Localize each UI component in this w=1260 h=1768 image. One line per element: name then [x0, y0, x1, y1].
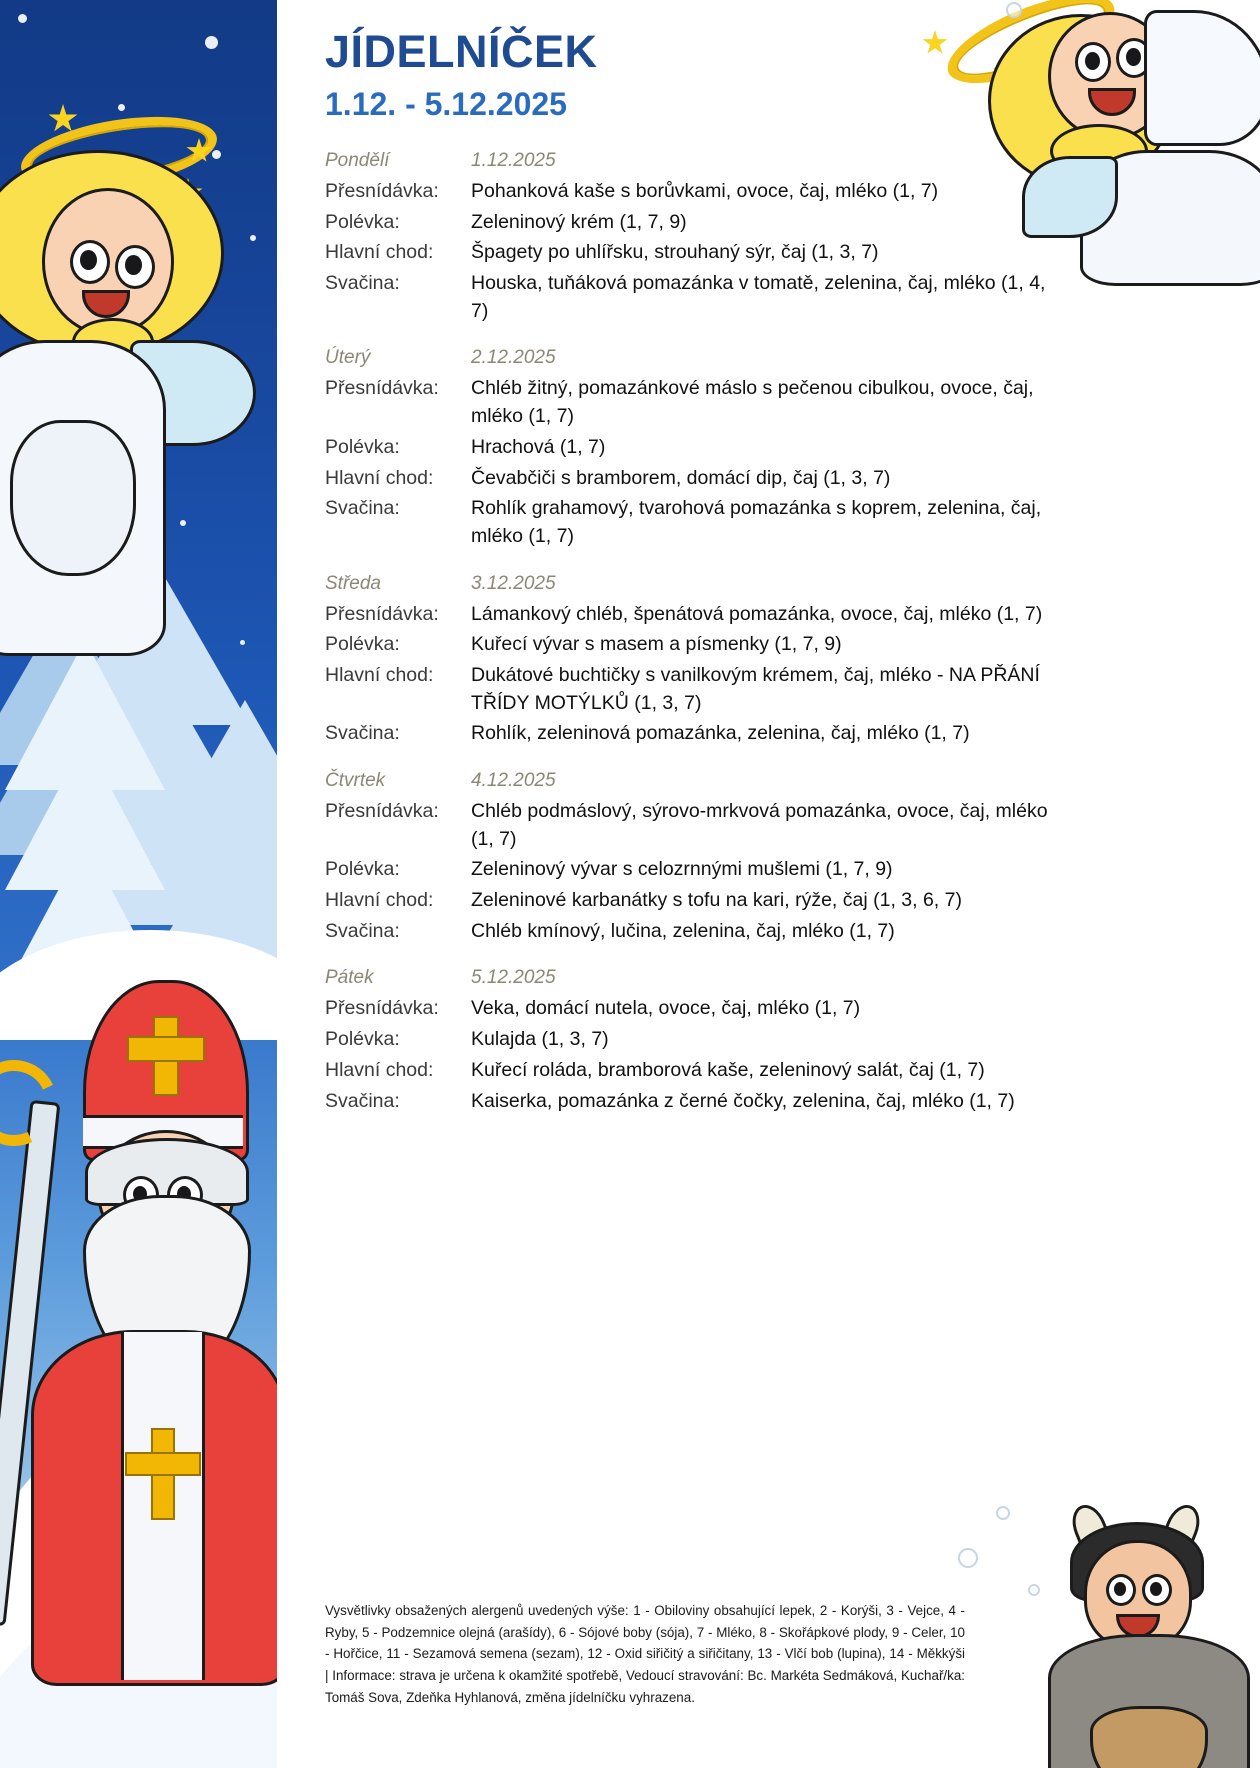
day-header	[325, 347, 1055, 369]
meal-label: Přesnídávka:	[325, 602, 439, 625]
day-header	[325, 150, 1055, 172]
meal-label: Přesnídávka:	[325, 997, 439, 1020]
meal-value: Chléb kmínový, lučina, zelenina, čaj, mléko (1, 7)	[471, 919, 895, 942]
day-date: 1.12.2025	[471, 150, 556, 171]
meal-value: Chléb žitný, pomazánkové máslo s pečenou cibulkou, ovoce, čaj, mléko (1, 7)	[471, 377, 1034, 428]
day-block-thursday	[325, 770, 1055, 945]
menu-row	[325, 918, 1055, 946]
day-header	[325, 770, 1055, 792]
menu-row	[325, 856, 1055, 884]
weekly-menu	[325, 150, 1055, 1137]
menu-row	[325, 601, 1055, 629]
meal-value: Kulajda (1, 3, 7)	[471, 1028, 609, 1051]
meal-label: Polévka:	[325, 210, 400, 233]
meal-label: Přesnídávka:	[325, 180, 439, 202]
menu-row	[325, 631, 1055, 659]
meal-label: Hlavní chod:	[325, 241, 434, 264]
angel-sleeve	[10, 420, 136, 576]
menu-row	[325, 375, 1055, 430]
page-header	[325, 28, 885, 122]
menu-row	[325, 887, 1055, 915]
angel-pupil	[80, 250, 97, 270]
meal-value: Kuřecí roláda, bramborová kaše, zeleninový salát, čaj (1, 7)	[471, 1058, 985, 1081]
meal-label: Hlavní chod:	[325, 889, 434, 912]
menu-row	[325, 798, 1055, 853]
meal-label: Svačina:	[325, 1089, 400, 1112]
day-date: 3.12.2025	[471, 572, 556, 594]
menu-row	[325, 465, 1055, 493]
angel-illustration	[0, 90, 260, 650]
menu-content	[277, 0, 1260, 1768]
meal-value: Kuřecí vývar s masem a písmenky (1, 7, 9)	[471, 633, 842, 656]
meal-value: Čevabčiči s bramborem, domácí dip, čaj (1, 3, 7)	[471, 466, 891, 489]
meal-label: Svačina:	[325, 722, 400, 745]
day-block-tuesday	[325, 347, 1055, 550]
day-header	[325, 967, 1055, 989]
day-name: Čtvrtek	[325, 770, 386, 791]
meal-value: Zeleninový vývar s celozrnnými mušlemi (1, 7, 9)	[471, 858, 893, 881]
day-name: Pondělí	[325, 150, 390, 171]
meal-label: Svačina:	[325, 272, 400, 295]
menu-row	[325, 1026, 1055, 1054]
meal-label: Hlavní chod:	[325, 466, 434, 489]
day-block-friday	[325, 967, 1055, 1115]
meal-value: Zeleninové karbanátky s tofu na kari, rýže, čaj (1, 3, 6, 7)	[471, 889, 962, 912]
saint-nicholas-illustration	[5, 980, 275, 1680]
meal-value: Hrachová (1, 7)	[471, 435, 606, 458]
meal-label: Přesnídávka:	[325, 377, 439, 400]
menu-row	[325, 995, 1055, 1023]
meal-value: Zeleninový krém (1, 7, 9)	[471, 210, 687, 233]
meal-value: Veka, domácí nutela, ovoce, čaj, mléko (1, 7)	[471, 997, 861, 1020]
cross-icon	[127, 1036, 205, 1062]
snowflake	[205, 36, 218, 49]
allergen-legend: Vysvětlivky obsažených alergenů uvedených výše: 1 - Obiloviny obsahující lepek, 2 - Korýši, 3 - Vejce, 4 - Ryby, 5 - Podzemnice olejná (arašídy), 6 - Sójové boby (sója), 7 - Mléko, 8 - Skořápkové plody, 9 - Celer, 10 - Hořčice, 11 - Sezamová semena (sezam), 12 - Oxid siřičitý a siřičitany, 13 - Vlčí bob (lupina), 14 - Měkkýši | Informace: strava je určena k okamžité spotřebě, Vedoucí stravování: Bc. Markéta Sedmáková, Kuchař/ka: Tomáš Sova, Zdeňka Hyhlanová, změna jídelníčku vyhrazena.	[325, 1603, 965, 1705]
day-name: Pátek	[325, 967, 374, 989]
meal-value: Špagety po uhlířsku, strouhaný sýr, čaj (1, 3, 7)	[471, 241, 879, 264]
day-date: 5.12.2025	[471, 967, 556, 989]
day-block-monday	[325, 150, 1055, 325]
page-title: JÍDELNÍČEK	[325, 26, 598, 77]
meal-value: Houska, tuňáková pomazánka v tomatě, zelenina, čaj, mléko (1, 4, 7)	[471, 272, 1046, 322]
snowflake	[18, 14, 27, 23]
meal-value: Kaiserka, pomazánka z černé čočky, zelenina, čaj, mléko (1, 7)	[471, 1089, 1015, 1112]
decorative-sidebar	[0, 0, 277, 1768]
meal-value: Rohlík, zeleninová pomazánka, zelenina, čaj, mléko (1, 7)	[471, 722, 970, 745]
meal-label: Polévka:	[325, 1028, 400, 1051]
meal-value: Dukátové buchtičky s vanilkovým krémem, čaj, mléko - NA PŘÁNÍ TŘÍDY MOTÝLKŮ (1, 3, 7)	[471, 663, 1040, 714]
menu-row	[325, 270, 1055, 325]
day-date: 4.12.2025	[471, 770, 556, 791]
day-block-wednesday	[325, 573, 1055, 748]
menu-row	[325, 720, 1055, 748]
meal-label: Hlavní chod:	[325, 1058, 434, 1081]
menu-row	[325, 1088, 1055, 1116]
day-header	[325, 573, 1055, 595]
meal-value: Rohlík grahamový, tvarohová pomazánka s koprem, zelenina, čaj, mléko (1, 7)	[471, 497, 1042, 547]
meal-label: Svačina:	[325, 497, 400, 520]
meal-label: Polévka:	[325, 858, 400, 881]
menu-row	[325, 239, 1055, 267]
menu-row	[325, 662, 1055, 717]
meal-label: Přesnídávka:	[325, 800, 439, 822]
day-name: Středa	[325, 572, 381, 594]
day-date: 2.12.2025	[471, 347, 556, 369]
meal-value: Pohanková kaše s borůvkami, ovoce, čaj, mléko (1, 7)	[471, 180, 939, 202]
menu-row	[325, 178, 1055, 206]
meal-label: Hlavní chod:	[325, 663, 434, 686]
angel-pupil	[125, 255, 142, 275]
menu-row	[325, 495, 1055, 550]
menu-row	[325, 1057, 1055, 1085]
meal-value: Chléb podmáslový, sýrovo-mrkvová pomazánka, ovoce, čaj, mléko (1, 7)	[471, 800, 1048, 850]
menu-row	[325, 209, 1055, 237]
meal-label: Polévka:	[325, 633, 400, 656]
meal-value: Lámankový chléb, špenátová pomazánka, ovoce, čaj, mléko (1, 7)	[471, 602, 1043, 625]
day-name: Úterý	[325, 347, 371, 369]
meal-label: Svačina:	[325, 919, 400, 942]
menu-row	[325, 434, 1055, 462]
meal-label: Polévka:	[325, 435, 400, 458]
cross-icon	[125, 1452, 201, 1476]
date-range: 1.12. - 5.12.2025	[325, 85, 567, 122]
